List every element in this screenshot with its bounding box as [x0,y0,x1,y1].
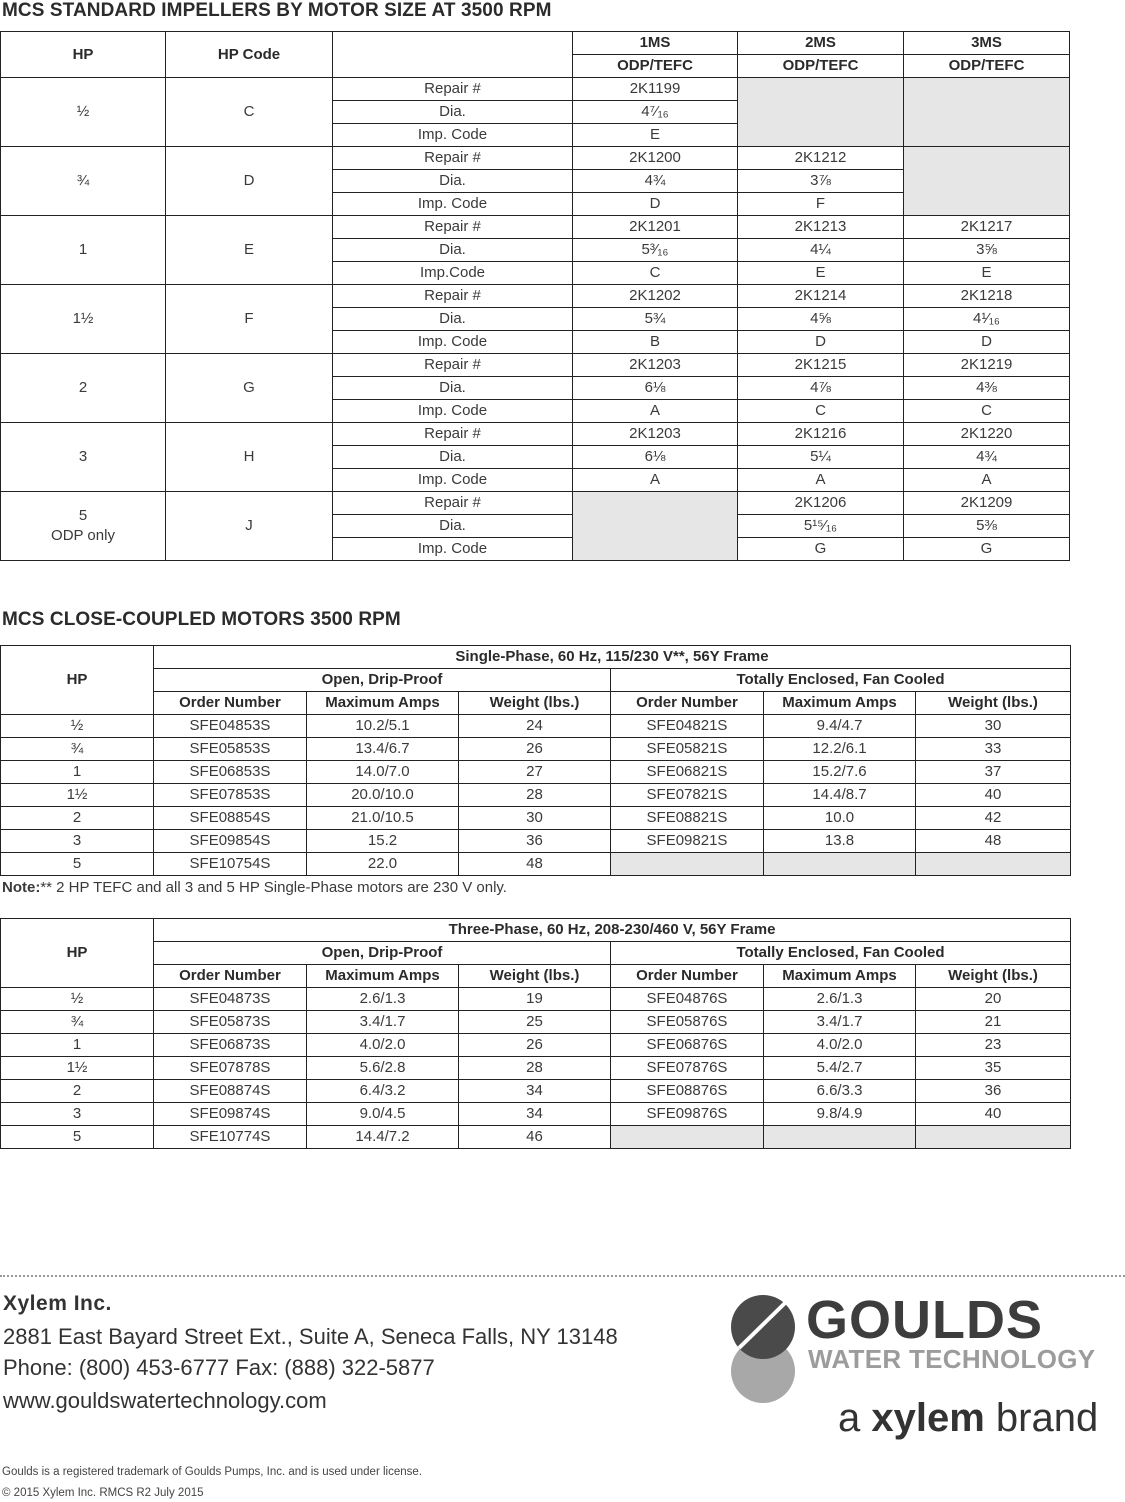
value-cell: 13.8 [764,830,916,853]
hp-code-cell: C [166,78,333,147]
value-cell: SFE04873S [154,988,307,1011]
value-cell: 3.4/1.7 [764,1011,916,1034]
hp-value: 2 [78,379,88,396]
table-row [1,147,1070,170]
value-cell: G [904,538,1070,561]
header-row [1,942,1071,965]
value-cell: SFE09876S [611,1103,764,1126]
row-label: Imp. Code [333,538,573,561]
note-label: Note: [2,879,41,896]
value-cell: 21 [916,1011,1071,1034]
hp-code-cell: J [166,492,333,561]
value-cell: SFE08854S [154,807,307,830]
logo-brand-word: brand [995,1396,1099,1440]
value-cell: A [573,469,738,492]
value-cell: 46 [459,1126,611,1149]
header-model: 1MS [573,32,738,55]
column-header: Order Number [611,965,764,988]
value-cell: 34 [459,1103,611,1126]
value-cell: 24 [459,715,611,738]
value-cell: SFE09854S [154,830,307,853]
xylem-brand-line [838,1396,1098,1441]
header-frame-title: Three-Phase, 60 Hz, 208-230/460 V, 56Y Frame [154,919,1071,942]
value-cell: 4⅝ [738,308,904,331]
value-cell: 4.0/2.0 [764,1034,916,1057]
logo-a: a [838,1396,861,1440]
value-cell: 25 [459,1011,611,1034]
value-cell: SFE09821S [611,830,764,853]
table-row [1,423,1070,446]
table-row [1,1126,1071,1149]
column-header: Maximum Amps [307,965,459,988]
value-cell: 15.2/7.6 [764,761,916,784]
column-header: Order Number [154,692,307,715]
header-row [1,692,1071,715]
value-cell: 36 [916,1080,1071,1103]
row-label: Imp. Code [333,124,573,147]
value-cell: 3.4/1.7 [307,1011,459,1034]
goulds-logo [730,1290,1125,1453]
value-cell: A [904,469,1070,492]
empty-cell [916,853,1071,876]
row-label: Repair # [333,423,573,446]
header-hp: HP [1,919,154,988]
value-cell: 2K1203 [573,423,738,446]
header-row [1,32,1070,55]
value-cell: 20 [916,988,1071,1011]
value-cell: SFE04821S [611,715,764,738]
value-cell: SFE07878S [154,1057,307,1080]
hp-cell: ¾ [1,1011,154,1034]
value-cell: 4⅞ [738,377,904,400]
note-text: ** 2 HP TEFC and all 3 and 5 HP Single-Phase motors are 230 V only. [40,879,507,896]
value-cell: SFE08876S [611,1080,764,1103]
value-cell: 4¹⁄₁₆ [904,308,1070,331]
value-cell: SFE04876S [611,988,764,1011]
column-header: Maximum Amps [764,692,916,715]
empty-cell [573,492,738,561]
hp-value: 1 [78,241,88,258]
value-cell: 2K1209 [904,492,1070,515]
value-cell: 23 [916,1034,1071,1057]
hp-cell: 2 [1,1080,154,1103]
row-label: Dia. [333,515,573,538]
motors-title: MCS CLOSE-COUPLED MOTORS 3500 RPM [2,609,401,630]
value-cell: 30 [459,807,611,830]
value-cell: 2K1203 [573,354,738,377]
column-header: Weight (lbs.) [916,965,1071,988]
hp-value: 3 [78,448,88,465]
hp-value: ¾ [76,172,90,189]
hp-cell [1,285,166,354]
value-cell: 14.0/7.0 [307,761,459,784]
column-header: Weight (lbs.) [459,965,611,988]
value-cell: 2K1213 [738,216,904,239]
value-cell: 5.4/2.7 [764,1057,916,1080]
value-cell: D [904,331,1070,354]
hp-value: ½ [76,103,90,120]
empty-cell [904,147,1070,216]
table-row [1,354,1070,377]
table-row [1,285,1070,308]
table-row [1,715,1071,738]
value-cell: 2K1206 [738,492,904,515]
row-label: Imp. Code [333,469,573,492]
value-cell: SFE06876S [611,1034,764,1057]
value-cell: 4.0/2.0 [307,1034,459,1057]
value-cell: 33 [916,738,1071,761]
header-blank [333,32,573,78]
hp-cell: ¾ [1,738,154,761]
three-phase-table [0,918,1071,1149]
row-label: Imp. Code [333,331,573,354]
value-cell: 27 [459,761,611,784]
note [2,879,507,896]
value-cell: 6.4/3.2 [307,1080,459,1103]
hp-cell: 2 [1,807,154,830]
value-cell: 2K1215 [738,354,904,377]
value-cell: 2K1199 [573,78,738,101]
value-cell: 21.0/10.5 [307,807,459,830]
header-odp-tefc: ODP/TEFC [573,55,738,78]
value-cell: 2K1216 [738,423,904,446]
value-cell: 20.0/10.0 [307,784,459,807]
empty-cell [611,853,764,876]
value-cell: C [904,400,1070,423]
value-cell: F [738,193,904,216]
value-cell: 40 [916,1103,1071,1126]
header-tefc: Totally Enclosed, Fan Cooled [611,669,1071,692]
copyright: © 2015 Xylem Inc. RMCS R2 July 2015 [2,1487,204,1499]
value-cell: 22.0 [307,853,459,876]
divider [0,1275,1125,1277]
empty-cell [738,78,904,147]
empty-cell [904,78,1070,147]
table-row [1,216,1070,239]
header-model: 2MS [738,32,904,55]
value-cell: SFE06821S [611,761,764,784]
value-cell: SFE08874S [154,1080,307,1103]
value-cell: 10.0 [764,807,916,830]
value-cell: 2K1202 [573,285,738,308]
column-header: Weight (lbs.) [916,692,1071,715]
hp-code-cell: F [166,285,333,354]
value-cell: 4¾ [904,446,1070,469]
value-cell: E [738,262,904,285]
table-row [1,78,1070,101]
value-cell: 14.4/7.2 [307,1126,459,1149]
header-hp: HP [1,646,154,715]
value-cell: 5³⁄₁₆ [573,239,738,262]
row-label: Imp.Code [333,262,573,285]
column-header: Maximum Amps [307,692,459,715]
hp-code-cell: E [166,216,333,285]
header-odp: Open, Drip-Proof [154,942,611,965]
empty-cell [764,853,916,876]
value-cell: B [573,331,738,354]
value-cell: 15.2 [307,830,459,853]
value-cell: SFE10774S [154,1126,307,1149]
column-header: Order Number [154,965,307,988]
empty-cell [916,1126,1071,1149]
column-header: Order Number [611,692,764,715]
phone-fax: Phone: (800) 453-6777 Fax: (888) 322-5877 [3,1355,435,1380]
value-cell: 9.8/4.9 [764,1103,916,1126]
value-cell: 30 [916,715,1071,738]
logo-xylem: xylem [871,1396,985,1440]
value-cell: G [738,538,904,561]
value-cell: D [573,193,738,216]
row-label: Repair # [333,285,573,308]
value-cell: 5⅜ [904,515,1070,538]
company-name: Xylem Inc. [3,1292,112,1315]
value-cell: 42 [916,807,1071,830]
hp-cell [1,78,166,147]
row-label: Repair # [333,216,573,239]
hp-value: 1½ [72,310,94,327]
logo-brand-text: GOULDS [806,1290,1044,1350]
hp-code-cell: D [166,147,333,216]
value-cell: 2K1218 [904,285,1070,308]
value-cell: 34 [459,1080,611,1103]
row-label: Dia. [333,446,573,469]
row-label: Dia. [333,377,573,400]
row-label: Repair # [333,147,573,170]
table-row [1,1011,1071,1034]
table-row [1,853,1071,876]
value-cell: SFE08821S [611,807,764,830]
hp-cell: 1 [1,761,154,784]
value-cell: 2K1201 [573,216,738,239]
value-cell: SFE04853S [154,715,307,738]
value-cell: A [573,400,738,423]
value-cell: 4⁷⁄₁₆ [573,101,738,124]
value-cell: SFE10754S [154,853,307,876]
value-cell: 4¼ [738,239,904,262]
hp-cell [1,216,166,285]
value-cell: E [573,124,738,147]
hp-code-cell: G [166,354,333,423]
value-cell: SFE07821S [611,784,764,807]
value-cell: 5¾ [573,308,738,331]
value-cell: SFE07876S [611,1057,764,1080]
impellers-title: MCS STANDARD IMPELLERS BY MOTOR SIZE AT 3500 RPM [2,0,552,21]
value-cell: SFE07853S [154,784,307,807]
value-cell: 3⅞ [738,170,904,193]
value-cell: SFE09874S [154,1103,307,1126]
hp-cell: 1 [1,1034,154,1057]
value-cell: 28 [459,784,611,807]
table-row [1,761,1071,784]
header-row [1,669,1071,692]
value-cell: 6.6/3.3 [764,1080,916,1103]
value-cell: 6⅛ [573,377,738,400]
value-cell: D [738,331,904,354]
row-label: Dia. [333,239,573,262]
table-row [1,1080,1071,1103]
value-cell: 6⅛ [573,446,738,469]
value-cell: 37 [916,761,1071,784]
single-phase-table [0,645,1071,876]
table-row [1,807,1071,830]
value-cell: 35 [916,1057,1071,1080]
value-cell: 4⅜ [904,377,1070,400]
table-row [1,1103,1071,1126]
value-cell: 26 [459,738,611,761]
value-cell: 2K1200 [573,147,738,170]
hp-code-cell: H [166,423,333,492]
hp-cell: ½ [1,988,154,1011]
row-label: Dia. [333,101,573,124]
table-row [1,1034,1071,1057]
table-row [1,492,1070,515]
row-label: Repair # [333,354,573,377]
value-cell: E [904,262,1070,285]
value-cell: 2.6/1.3 [764,988,916,1011]
value-cell: 2K1214 [738,285,904,308]
address: 2881 East Bayard Street Ext., Suite A, Seneca Falls, NY 13148 [3,1324,618,1349]
row-label: Repair # [333,492,573,515]
header-frame-title: Single-Phase, 60 Hz, 115/230 V**, 56Y Frame [154,646,1071,669]
value-cell: 40 [916,784,1071,807]
value-cell: 36 [459,830,611,853]
row-label: Dia. [333,308,573,331]
hp-cell [1,423,166,492]
header-row [1,646,1071,669]
table-row [1,830,1071,853]
hp-cell: 1½ [1,1057,154,1080]
table-row [1,1057,1071,1080]
value-cell: 28 [459,1057,611,1080]
row-label: Dia. [333,170,573,193]
value-cell: 2K1212 [738,147,904,170]
value-cell: 13.4/6.7 [307,738,459,761]
header-odp-tefc: ODP/TEFC [738,55,904,78]
header-row [1,919,1071,942]
value-cell: 12.2/6.1 [764,738,916,761]
hp-cell [1,354,166,423]
value-cell: 2.6/1.3 [307,988,459,1011]
value-cell: 26 [459,1034,611,1057]
value-cell: SFE05821S [611,738,764,761]
value-cell: 5¼ [738,446,904,469]
trademark-notice: Goulds is a registered trademark of Goulds Pumps, Inc. and is used under license. [2,1466,422,1478]
value-cell: 3⅝ [904,239,1070,262]
value-cell: 5¹⁵⁄₁₆ [738,515,904,538]
value-cell: C [738,400,904,423]
column-header: Weight (lbs.) [459,692,611,715]
value-cell: 2K1217 [904,216,1070,239]
header-hp-code: HP Code [166,32,333,78]
table-row [1,738,1071,761]
hp-cell: ½ [1,715,154,738]
value-cell: SFE05873S [154,1011,307,1034]
table-row [1,784,1071,807]
header-hp: HP [1,32,166,78]
header-row [1,965,1071,988]
header-tefc: Totally Enclosed, Fan Cooled [611,942,1071,965]
value-cell: 9.0/4.5 [307,1103,459,1126]
impellers-table [0,31,1070,561]
hp-cell: 5 [1,1126,154,1149]
value-cell: A [738,469,904,492]
hp-cell: 5 [1,853,154,876]
row-label: Repair # [333,78,573,101]
value-cell: 48 [459,853,611,876]
value-cell: SFE06873S [154,1034,307,1057]
empty-cell [764,1126,916,1149]
value-cell: 48 [916,830,1071,853]
table-row [1,988,1071,1011]
header-odp: Open, Drip-Proof [154,669,611,692]
value-cell: 2K1220 [904,423,1070,446]
row-label: Imp. Code [333,193,573,216]
value-cell: 2K1219 [904,354,1070,377]
value-cell: C [573,262,738,285]
value-cell: 19 [459,988,611,1011]
value-cell: 4¾ [573,170,738,193]
value-cell: SFE06853S [154,761,307,784]
header-odp-tefc: ODP/TEFC [904,55,1070,78]
column-header: Maximum Amps [764,965,916,988]
header-model: 3MS [904,32,1070,55]
value-cell: SFE05876S [611,1011,764,1034]
hp-cell: 3 [1,1103,154,1126]
hp-note: ODP only [51,527,115,544]
value-cell: 5.6/2.8 [307,1057,459,1080]
row-label: Imp. Code [333,400,573,423]
value-cell: 9.4/4.7 [764,715,916,738]
value-cell: SFE05853S [154,738,307,761]
hp-value: 5 [78,507,88,524]
value-cell: 10.2/5.1 [307,715,459,738]
empty-cell [611,1126,764,1149]
hp-cell [1,492,166,561]
website-link[interactable]: www.gouldswatertechnology.com [3,1388,327,1413]
logo-sub-text: WATER TECHNOLOGY [808,1344,1096,1374]
hp-cell: 1½ [1,784,154,807]
hp-cell [1,147,166,216]
value-cell: 14.4/8.7 [764,784,916,807]
hp-cell: 3 [1,830,154,853]
